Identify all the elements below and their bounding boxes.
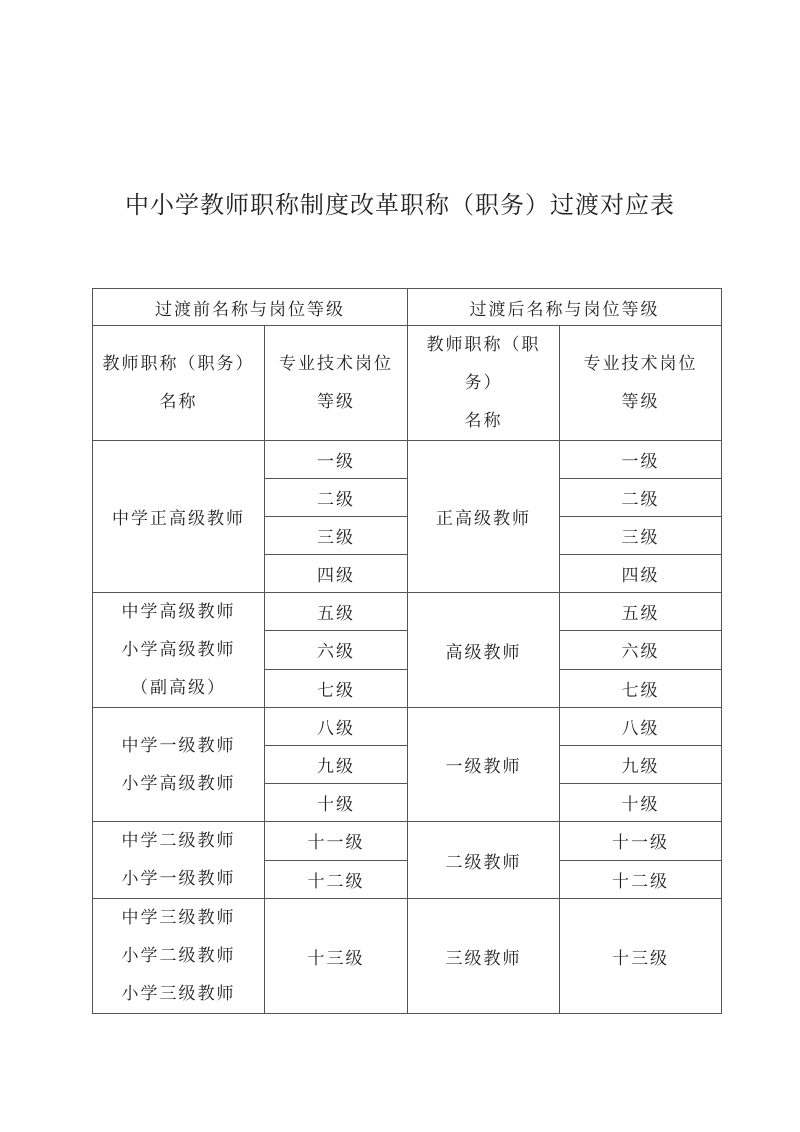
before-level-cell: 五级 <box>265 593 408 631</box>
header-before: 过渡前名称与岗位等级 <box>93 289 408 326</box>
table-row <box>93 899 722 1014</box>
before-title-cell <box>93 593 265 708</box>
before-level-cell: 三级 <box>265 517 408 555</box>
table-row <box>93 708 722 746</box>
before-level-cell: 八级 <box>265 708 408 746</box>
before-title-cell: 中学正高级教师 <box>93 441 265 593</box>
before-level-cell: 十一级 <box>265 822 408 861</box>
before-level-cell: 四级 <box>265 555 408 593</box>
header-after-title <box>408 326 560 441</box>
after-title-cell: 一级教师 <box>408 708 560 822</box>
header-before-level-line1: 专业技术岗位 <box>279 354 393 374</box>
before-title-line: 中学高级教师 <box>121 602 236 622</box>
before-title-line: 中学一级教师 <box>121 735 236 756</box>
before-title-line: 小学三级教师 <box>121 984 236 1004</box>
after-level-cell: 六级 <box>560 631 722 669</box>
after-level-cell: 十二级 <box>560 860 722 899</box>
table-row <box>93 593 722 631</box>
header-before-level-line2: 等级 <box>317 392 355 412</box>
before-level-cell: 七级 <box>265 669 408 707</box>
before-title-line: 小学一级教师 <box>121 869 236 889</box>
table-row <box>93 822 722 861</box>
header-before-title-line1: 教师职称（职务） <box>102 354 255 374</box>
header-before-title-line2: 名称 <box>159 392 198 412</box>
before-title-line: 中学二级教师 <box>121 831 236 851</box>
after-title-cell: 二级教师 <box>408 822 560 899</box>
after-level-cell: 五级 <box>560 593 722 631</box>
table-row <box>93 441 722 479</box>
header-after-level <box>560 326 722 441</box>
after-title-cell: 正高级教师 <box>408 441 560 593</box>
before-title-cell <box>93 899 265 1014</box>
after-level-cell: 七级 <box>560 669 722 707</box>
before-title-line: 小学高级教师 <box>121 640 236 660</box>
header-before-level <box>265 326 408 441</box>
before-title-cell <box>93 822 265 899</box>
after-level-cell: 八级 <box>560 708 722 746</box>
before-level-cell: 一级 <box>265 441 408 479</box>
before-level-cell: 六级 <box>265 631 408 669</box>
header-after-title-line1: 教师职称（职务） <box>426 335 541 393</box>
after-title-cell: 高级教师 <box>408 593 560 708</box>
after-level-cell: 十一级 <box>560 822 722 861</box>
after-level-cell: 九级 <box>560 746 722 784</box>
after-level-cell: 三级 <box>560 517 722 555</box>
header-row-1 <box>93 289 722 326</box>
before-title-line: 小学二级教师 <box>121 946 236 966</box>
before-level-cell: 十级 <box>265 784 408 822</box>
before-level-cell: 二级 <box>265 479 408 517</box>
after-level-cell: 一级 <box>560 441 722 479</box>
before-level-cell: 十三级 <box>265 899 408 1014</box>
header-before-title <box>93 326 265 441</box>
before-title-line: 中学三级教师 <box>121 908 236 928</box>
header-after: 过渡后名称与岗位等级 <box>408 289 722 326</box>
before-title-line: （副高级） <box>131 678 226 698</box>
before-title-cell <box>93 708 265 822</box>
after-level-cell: 十三级 <box>560 899 722 1014</box>
header-after-level-line1: 专业技术岗位 <box>583 354 698 374</box>
before-title-line: 小学高级教师 <box>121 773 236 794</box>
header-after-level-line2: 等级 <box>621 392 660 412</box>
header-after-title-line2: 名称 <box>464 411 503 431</box>
before-level-cell: 十二级 <box>265 860 408 899</box>
after-level-cell: 二级 <box>560 479 722 517</box>
document-title: 中小学教师职称制度改革职称（职务）过渡对应表 <box>125 191 675 219</box>
before-level-cell: 九级 <box>265 746 408 784</box>
after-title-cell: 三级教师 <box>408 899 560 1014</box>
header-row-2 <box>93 326 722 441</box>
after-level-cell: 十级 <box>560 784 722 822</box>
transition-table <box>92 288 722 1014</box>
after-level-cell: 四级 <box>560 555 722 593</box>
